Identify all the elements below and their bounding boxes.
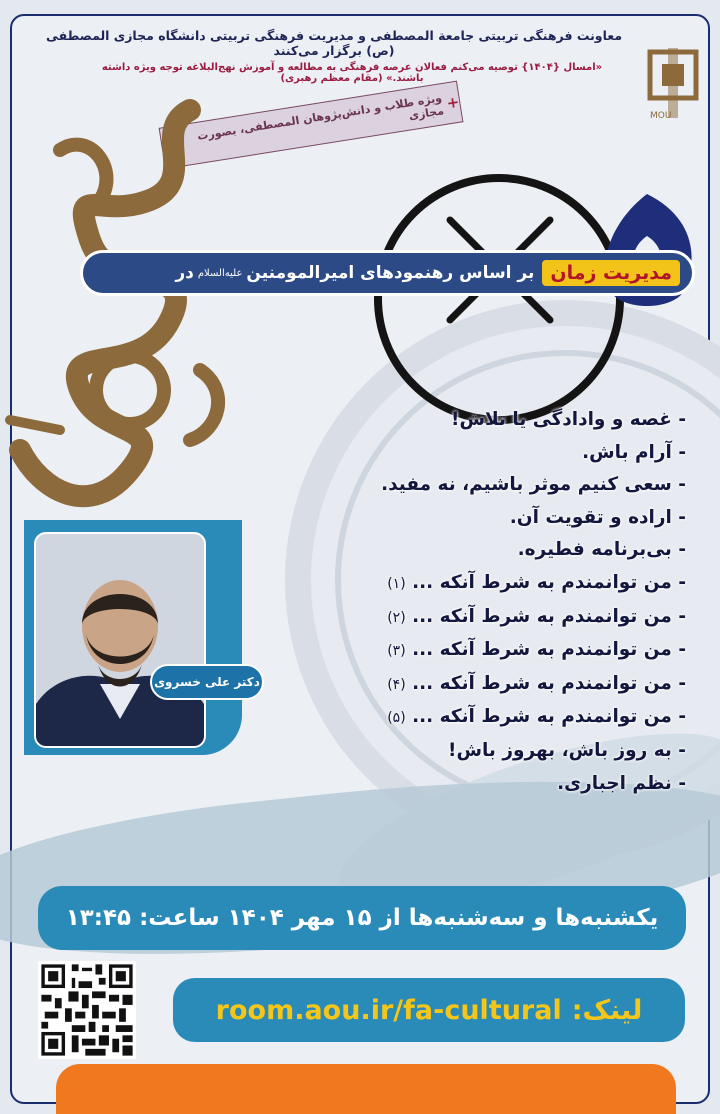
link-label: لینک: (571, 994, 643, 1026)
topic-item: - نظم اجباری. (557, 772, 686, 794)
course-title-honorific: علیه‌السلام (197, 267, 243, 279)
nahjolbalaghe-calligraphy (0, 90, 240, 510)
topic-item: - بی‌برنامه فطیره. (517, 539, 686, 561)
topic-item: - من توانمندم به شرط آنکه ... (۱) (387, 571, 686, 593)
link-url[interactable]: room.aou.ir/fa-cultural (215, 994, 562, 1026)
university-logo (646, 48, 700, 122)
course-title-bar (80, 250, 695, 296)
topic-number: (۴) (387, 676, 406, 693)
topic-item: - غصه و وادادگی یا تلاش! (451, 409, 686, 430)
tag-text: ویژه طلاب و دانش‌پژوهان المصطفی، بصورت مجازی (196, 91, 445, 143)
topic-item: - سعی کنیم موثر باشیم، نه مفید. (381, 474, 686, 496)
logo-text: MOU (650, 111, 672, 121)
topic-item: - آرام باش. (582, 441, 686, 463)
schedule-text: یکشنبه‌ها و سه‌شنبه‌ها از ۱۵ مهر ۱۴۰۴ ساعت: ۱۳:۴۵ (65, 905, 659, 931)
topic-number: (۱) (387, 575, 406, 592)
topic-item: - من توانمندم به شرط آنکه ... (۲) (387, 605, 686, 627)
speaker-portrait-icon (36, 534, 204, 746)
tag-plus: + (445, 92, 461, 113)
speaker-name-badge (150, 664, 264, 700)
topic-item: - به روز باش، بهروز باش! (448, 739, 686, 761)
course-title-suffix: در (175, 263, 194, 283)
leader-quote: «امسال {۱۴۰۴} توصیه می‌کنم فعالان عرصه فرهنگی به مطالعه و آموزش نهج‌البلاغه توجه ویژه داشته باشند.» (مقام معظم رهبری) (101, 62, 603, 84)
topics-list (246, 404, 686, 800)
topic-item: - من توانمندم به شرط آنکه ... (۳) (387, 639, 686, 661)
course-title-rest: بر اساس رهنمودهای امیرالمومنین (246, 263, 535, 283)
qr-code[interactable] (38, 961, 136, 1059)
topic-item: - اراده و تقویت آن. (509, 506, 686, 528)
schedule-bar (38, 886, 686, 950)
speaker-name: دکتر علی خسروی (154, 675, 260, 689)
topic-number: (۲) (387, 609, 406, 626)
speaker-photo (34, 532, 206, 748)
course-title-highlight: مدیریت زمان (542, 260, 680, 286)
organizer-line: معاونت فرهنگی تربیتی جامعة المصطفی و مدیریت فرهنگی تربیتی دانشگاه مجازی المصطفی (ص) برگزار می‌کنند (45, 28, 623, 58)
topic-number: (۳) (387, 643, 406, 660)
topic-number: (۵) (387, 710, 406, 727)
footer-bar (56, 1064, 676, 1114)
topic-item: - من توانمندم به شرط آنکه ... (۴) (387, 672, 686, 694)
topic-item: - من توانمندم به شرط آنکه ... (۵) (387, 706, 686, 728)
link-bar (173, 978, 685, 1042)
